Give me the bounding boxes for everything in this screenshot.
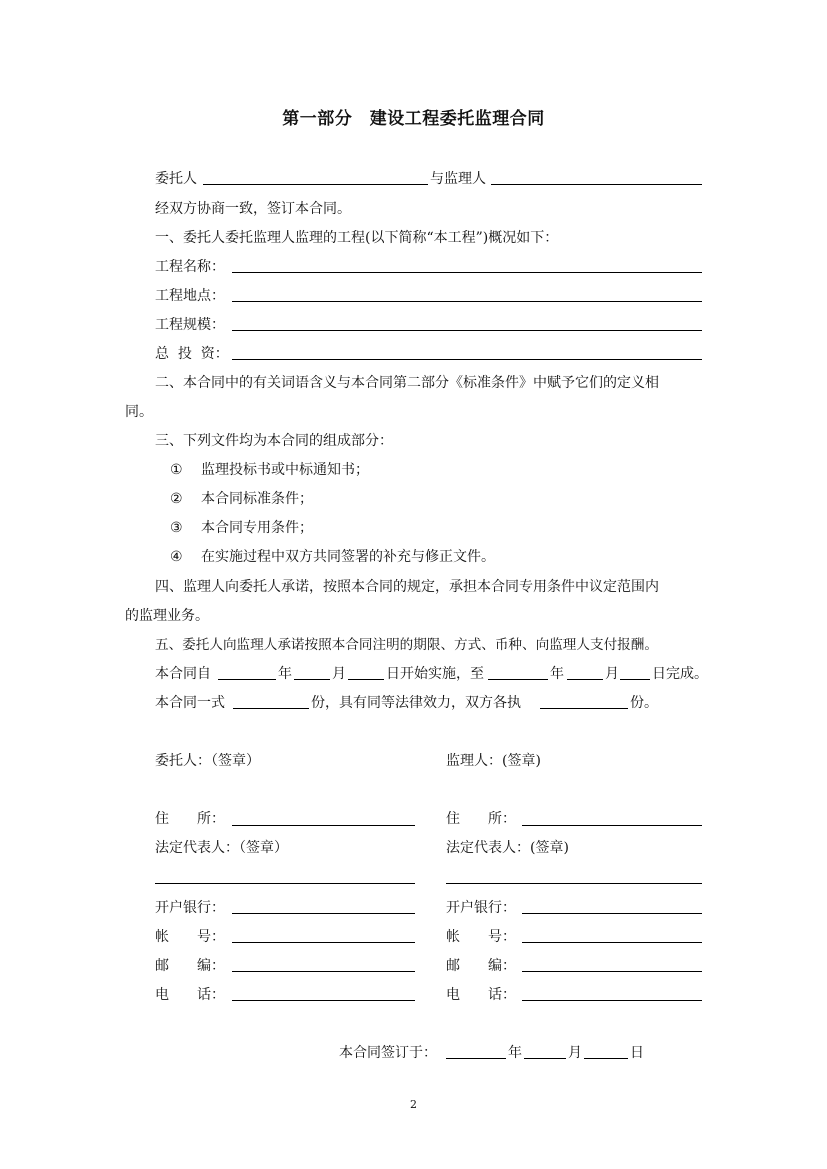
- signed-month-blank: [524, 1058, 566, 1059]
- right-account-label: 帐 号：: [446, 929, 516, 945]
- doc-item-3-num: ③: [170, 520, 183, 536]
- left-address-label: 住 所：: [155, 811, 225, 827]
- left-rep-label: 法定代表人：（签章）: [155, 840, 288, 856]
- page-number: 2: [410, 1098, 417, 1111]
- doc-item-3-text: 本合同专用条件；: [201, 520, 313, 536]
- total-investment-label: 总 投 资：: [155, 346, 229, 362]
- doc-item-2-num: ②: [170, 491, 183, 507]
- copies-suffix: 份。: [630, 695, 658, 711]
- right-postcode-blank: [522, 971, 702, 972]
- right-rep-blank: [446, 883, 702, 884]
- left-sign: 委托人：（签章）: [155, 753, 260, 769]
- right-bank-blank: [522, 913, 702, 914]
- signed-prefix: 本合同签订于：: [339, 1045, 437, 1061]
- term-month: 月: [332, 666, 346, 682]
- term-prefix: 本合同自: [155, 666, 211, 682]
- clause4-line1: 四、监理人向委托人承诺，按照本合同的规定，承担本合同专用条件中议定范围内: [155, 579, 659, 595]
- clause4-line2: 的监理业务。: [125, 608, 209, 624]
- supervisor-label: 与监理人: [430, 171, 486, 187]
- term-end-year-blank: [488, 679, 548, 680]
- left-phone-blank: [232, 1000, 415, 1001]
- project-scale-blank: [232, 330, 702, 331]
- left-postcode-blank: [232, 971, 415, 972]
- project-name-blank: [232, 272, 702, 273]
- total-investment-blank: [232, 359, 702, 360]
- project-scale-label: 工程规模：: [155, 317, 225, 333]
- term-start-month-blank: [294, 679, 330, 680]
- doc-item-1-text: 监理投标书或中标通知书；: [201, 462, 369, 478]
- term-start: 日开始实施，至: [386, 666, 484, 682]
- copies-each-blank: [540, 708, 628, 709]
- left-account-blank: [232, 942, 415, 943]
- term-year: 年: [278, 666, 292, 682]
- copies-count-blank: [233, 708, 309, 709]
- clause5-line1: 五、委托人向监理人承诺按照本合同注明的期限、方式、币种、向监理人支付报酬。: [155, 637, 658, 653]
- supervisor-blank: [491, 184, 702, 185]
- client-label: 委托人: [155, 171, 197, 187]
- right-address-label: 住 所：: [446, 811, 516, 827]
- term-start-day-blank: [348, 679, 384, 680]
- copies-prefix: 本合同一式: [155, 695, 225, 711]
- doc-item-4-num: ④: [170, 549, 183, 565]
- signed-year-blank: [446, 1058, 506, 1059]
- clause2-line2: 同。: [125, 404, 153, 420]
- term-month2: 月: [605, 666, 619, 682]
- clause1-text: 一、委托人委托监理人监理的工程(以下简称“本工程”)概况如下：: [155, 230, 559, 246]
- term-year2: 年: [550, 666, 564, 682]
- right-sign: 监理人：(签章): [446, 753, 541, 769]
- left-rep-blank: [155, 883, 415, 884]
- term-end-month-blank: [567, 679, 603, 680]
- left-bank-blank: [232, 913, 415, 914]
- left-account-label: 帐 号：: [155, 929, 225, 945]
- term-start-year-blank: [218, 679, 276, 680]
- intro-text: 经双方协商一致，签订本合同。: [155, 201, 351, 217]
- right-address-blank: [522, 825, 702, 826]
- client-blank: [203, 184, 428, 185]
- right-phone-label: 电 话：: [446, 987, 516, 1003]
- left-postcode-label: 邮 编：: [155, 958, 225, 974]
- signed-year: 年: [508, 1045, 522, 1061]
- term-end: 日完成。: [652, 666, 708, 682]
- doc-item-1-num: ①: [170, 462, 183, 478]
- project-location-label: 工程地点：: [155, 288, 225, 304]
- right-postcode-label: 邮 编：: [446, 958, 516, 974]
- term-end-day-blank: [620, 679, 650, 680]
- project-name-label: 工程名称：: [155, 259, 225, 275]
- clause2-line1: 二、本合同中的有关词语含义与本合同第二部分《标准条件》中赋予它们的定义相: [155, 375, 659, 391]
- clause3-text: 三、下列文件均为本合同的组成部分：: [155, 433, 393, 449]
- project-location-blank: [232, 301, 702, 302]
- right-phone-blank: [522, 1000, 702, 1001]
- left-address-blank: [232, 825, 415, 826]
- right-bank-label: 开户银行：: [446, 900, 516, 916]
- signed-day-blank: [584, 1058, 628, 1059]
- right-rep-label: 法定代表人：(签章): [446, 840, 569, 856]
- doc-item-2-text: 本合同标准条件；: [201, 491, 313, 507]
- copies-mid: 份，具有同等法律效力，双方各执: [311, 695, 521, 711]
- signed-month: 月: [568, 1045, 582, 1061]
- signed-day: 日: [630, 1045, 644, 1061]
- doc-item-4-text: 在实施过程中双方共同签署的补充与修正文件。: [201, 549, 495, 565]
- page-title: 第一部分 建设工程委托监理合同: [282, 109, 545, 129]
- right-account-blank: [522, 942, 702, 943]
- left-phone-label: 电 话：: [155, 987, 225, 1003]
- left-bank-label: 开户银行：: [155, 900, 225, 916]
